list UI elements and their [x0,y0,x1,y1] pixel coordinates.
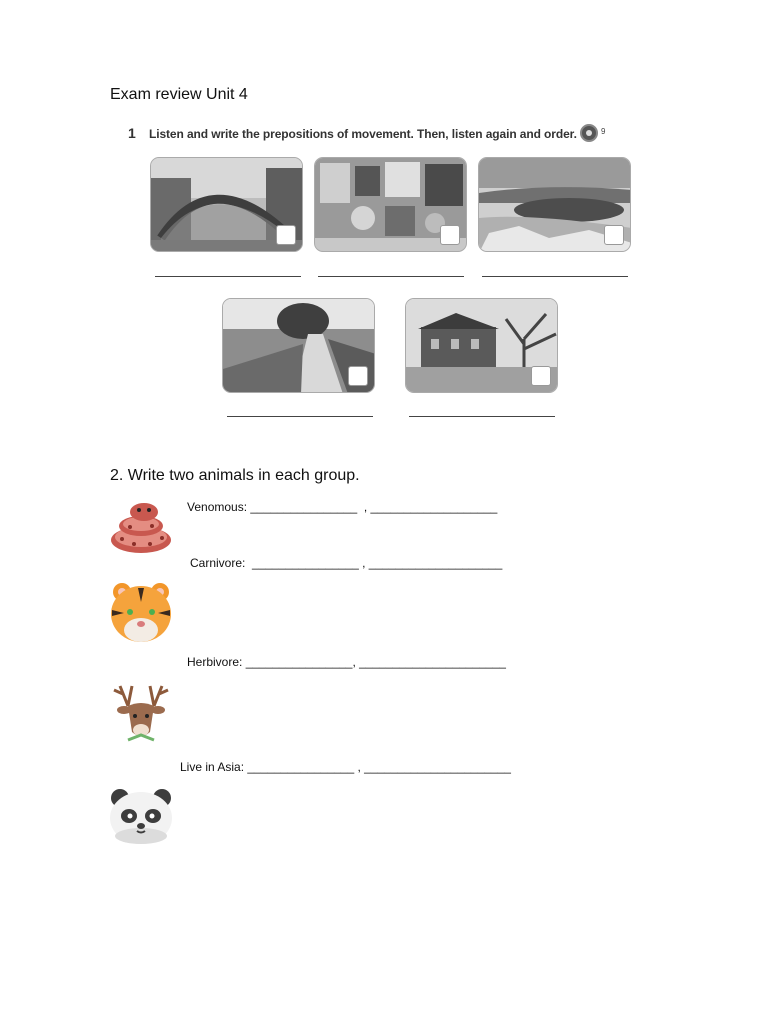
audio-track-number: 9 [601,127,606,136]
order-checkbox[interactable] [531,366,551,386]
photo-toy-shop [314,157,467,252]
snake-icon [108,494,174,560]
herbivore-answer-row[interactable]: Herbivore: ________________, ______________________ [187,655,506,669]
answer-line[interactable] [318,276,464,277]
answer-line[interactable] [482,276,628,277]
order-checkbox[interactable] [440,225,460,245]
exercise-1-instruction: Listen and write the prepositions of movement. Then, listen again and order. [149,127,577,141]
panda-icon [108,784,174,850]
carnivore-answer-row[interactable]: Carnivore: ________________ , ____________________ [190,556,503,570]
answer-line[interactable] [409,416,555,417]
exercise-2-heading: 2. Write two animals in each group. [110,467,360,484]
page-title: Exam review Unit 4 [110,86,248,103]
live-in-asia-answer-row[interactable]: Live in Asia: ________________ , ______________________ [180,760,511,774]
audio-track-icon[interactable] [580,124,598,142]
order-checkbox[interactable] [276,225,296,245]
order-checkbox[interactable] [348,366,368,386]
answer-line[interactable] [155,276,301,277]
photo-bridge [150,157,303,252]
order-checkbox[interactable] [604,225,624,245]
exercise-1-number: 1 [128,125,136,141]
photo-lake [478,157,631,252]
deer-icon [108,680,174,746]
answer-line[interactable] [227,416,373,417]
tiger-icon [108,580,174,646]
photo-path [222,298,375,393]
photo-house [405,298,558,393]
venomous-answer-row[interactable]: Venomous: ________________ , ___________________ [187,500,498,514]
